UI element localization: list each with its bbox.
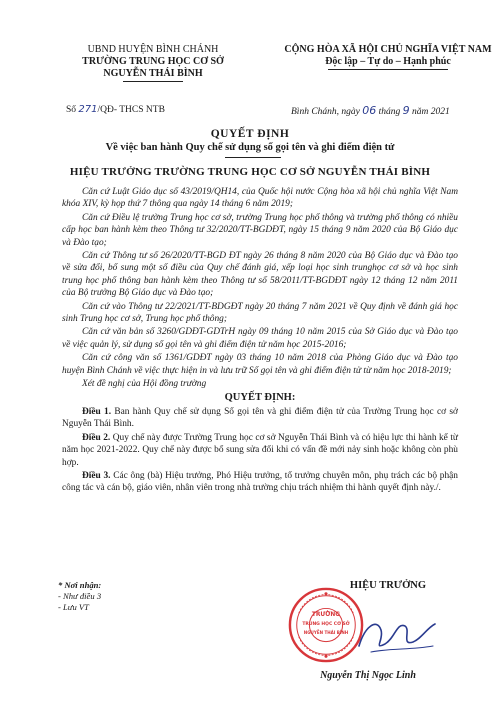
handwritten-signature-icon (351, 604, 441, 664)
document-subtitle: Về việc ban hành Quy chế sử dụng sổ gọi tên và ghi điểm điện tử (105, 142, 395, 153)
recipients-block (58, 580, 101, 613)
issuer-school-line2: NGUYỄN THÁI BÌNH (103, 68, 203, 79)
recipient-item: - Lưu VT (58, 602, 89, 612)
document-title: QUYẾT ĐỊNH (210, 128, 290, 140)
article-1 (62, 406, 458, 431)
number-prefix: Số (66, 105, 77, 115)
date-place: Bình Chánh, ngày (291, 107, 360, 117)
svg-text:NGUYỄN THÁI BÌNH: NGUYỄN THÁI BÌNH (303, 629, 349, 635)
signature-area (58, 580, 470, 700)
signer-block (273, 580, 463, 681)
svg-text:TRUNG HỌC CƠ SỞ: TRUNG HỌC CƠ SỞ (302, 622, 350, 627)
preamble-item: Căn cứ vào Thông tư 22/2021/TT-BDGĐT ngày 20 tháng 7 năm 2021 về Quy định về đánh giá học sinh Trung học cơ sở, Trung học phổ thông; (62, 301, 458, 325)
country-name: CỘNG HÒA XÃ HỘI CHỦ NGHĨA VIỆT NAM (284, 44, 492, 55)
article-text: Các ông (bà) Hiệu trưởng, Phó Hiệu trưởng, tổ trưởng chuyên môn, phụ trách các bộ phận công tác và cán bộ, giáo viên, nhân viên trong nhà trường chịu trách nhiệm thi hành quyết định này./. (62, 470, 458, 494)
document-body (62, 186, 458, 496)
signer-role: HIỆU TRƯỞNG (349, 580, 427, 591)
authority-heading: HIỆU TRƯỞNG TRƯỜNG TRUNG HỌC CƠ SỞ NGUYỄN THÁI BÌNH (69, 166, 431, 178)
reference-line (66, 104, 460, 118)
preamble-item: Căn cứ Điều lệ trường Trung học cơ sở, trường Trung học phổ thông và trường phổ thông có nhiều cấp học ban hành kèm theo Thông tư 32/2020/TT-BGDĐT, ngày 15 tháng 9 năm 2020 của Bộ Giáo dục và Đào tạo; (62, 212, 458, 248)
issuer-underline (123, 81, 183, 82)
article-text: Quy chế này được Trường Trung học cơ sở Nguyễn Thái Bình và có hiệu lực thi hành kể từ năm học 2021-2022. Quy chế này được bổ sung sửa đổi khi có vấn đề mới nảy sinh hoặc không còn phù hợp. (62, 432, 459, 468)
svg-text:TRƯỜNG: TRƯỜNG (311, 612, 341, 619)
document-header (58, 44, 492, 94)
recipients-heading: * Nơi nhận: (58, 580, 102, 590)
document-number (66, 104, 165, 115)
month-label: tháng (378, 107, 401, 117)
issuer-authority: UBND HUYỆN BÌNH CHÁNH (87, 44, 219, 55)
handwritten-day: 06 (362, 104, 377, 117)
number-suffix: /QĐ- THCS NTB (97, 105, 165, 115)
handwritten-number: 271 (78, 104, 98, 115)
national-motto-block (278, 44, 498, 70)
preamble-item: Căn cứ Thông tư số 26/2020/TT-BGD ĐT ngày 26 tháng 8 năm 2020 của Bộ Giáo dục và Đào tạo về sửa đổi, bổ sung một số điều của Quy chế đánh giá, xếp loại học sinh trunghọc cơ sở và học sinh trung học phổ thông ban hành kèm theo Thông tư số 58/2011/TT-BGDĐT ngày 12 tháng 12 năm 2011 của Bộ trưởng Bộ Giáo dục và Đào tạo; (62, 251, 458, 299)
issue-date (291, 104, 450, 117)
preamble-item: Căn cứ Luật Giáo dục số 43/2019/QH14, của Quốc hội nước Cộng hòa xã hội chủ nghĩa Việt Nam khóa XIV, kỳ họp thứ 7 thông qua ngày 14 tháng 6 năm 2019; (62, 187, 458, 210)
article-label: Điều 3. (82, 470, 111, 481)
article-3 (62, 470, 458, 495)
preamble-item: Căn cứ công văn số 1361/GDĐT ngày 03 tháng 10 năm 2018 của Phòng Giáo dục và Đào tạo huyện Bình Chánh về việc thực hiện in và lưu trữ Sổ gọi tên và ghi điểm điện tử từ năm học 2018-2019; (62, 353, 458, 376)
issuer-block (58, 44, 248, 82)
issuer-school-line1: TRƯỜNG TRUNG HỌC CƠ SỞ (82, 56, 224, 67)
decision-heading: QUYẾT ĐỊNH: (224, 391, 296, 403)
preamble-item: Xét đề nghị của Hội đồng trường (82, 379, 207, 390)
article-label: Điều 1. (82, 406, 112, 417)
article-2 (62, 432, 458, 469)
preamble-item: Căn cứ văn bản số 3260/GDĐT-GDTrH ngày 09 tháng 10 năm 2015 của Sở Giáo dục và Đào tạo về việc quản lý, sử dụng sổ gọi tên và ghi điểm điện tử năm học 2015-2016; (62, 327, 458, 350)
article-label: Điều 2. (82, 432, 111, 443)
signer-name: Nguyễn Thị Ngọc Linh (320, 670, 416, 681)
handwritten-month: 9 (402, 104, 410, 117)
subtitle-underline (225, 157, 281, 158)
article-text: Ban hành Quy chế sử dụng Sổ gọi tên và ghi điểm điện tử của Trường Trung học cơ sở Nguyễn Thái Bình. (62, 406, 459, 430)
year-label: năm 2021 (412, 107, 450, 117)
motto-underline (328, 69, 448, 70)
recipient-item: - Như điều 3 (58, 591, 102, 601)
national-motto: Độc lập – Tự do – Hạnh phúc (325, 56, 451, 67)
